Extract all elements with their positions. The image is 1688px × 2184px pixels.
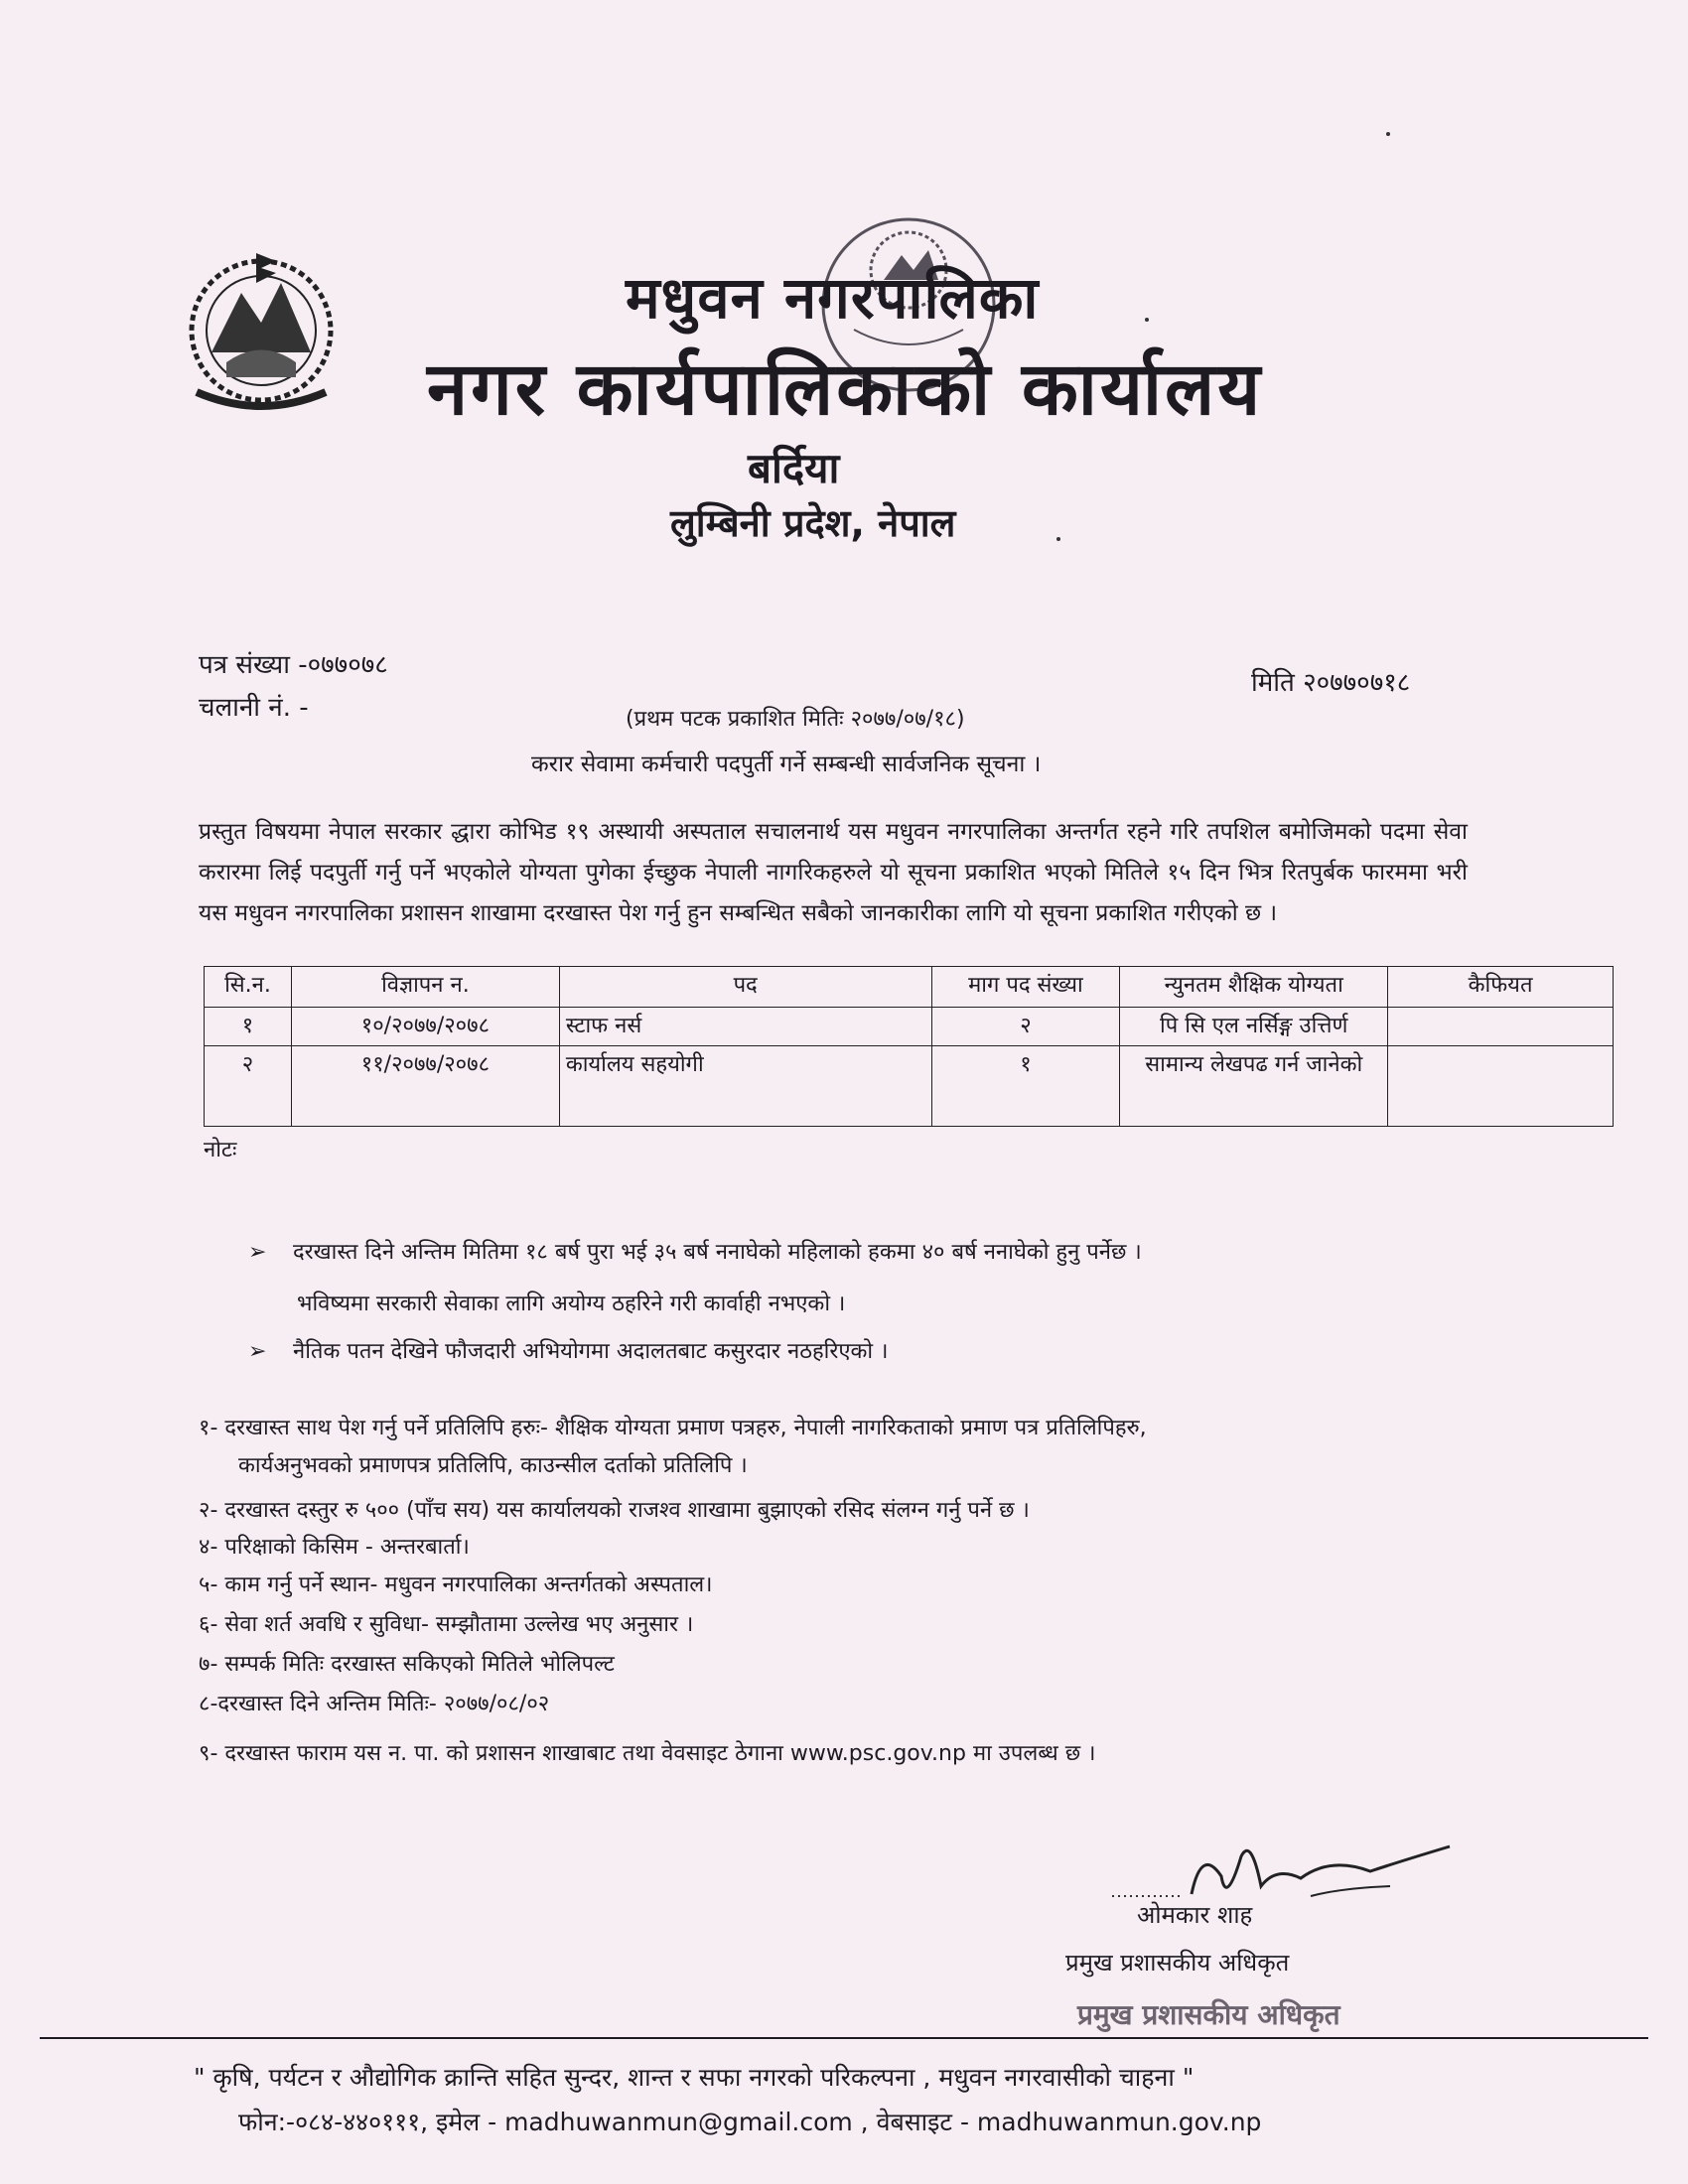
province-country: लुम्बिनी प्रदेश, नेपाल <box>670 501 956 545</box>
condition-1: १- दरखास्त साथ पेश गर्नु पर्ने प्रतिलिपि हरुः- शैक्षिक योग्यता प्रमाण पत्रहरु, नेपाली नागरिकताको प्रमाण पत्र प्रतिलिपिहरु, <box>199 1416 1147 1440</box>
cell-remarks <box>1388 1046 1614 1127</box>
arrow-bullet-icon: ➢ <box>248 1240 267 1265</box>
cell-post: स्टाफ नर्स <box>559 1008 931 1046</box>
cell-remarks <box>1388 1008 1614 1046</box>
eligibility-bullet-2 <box>248 1335 888 1365</box>
first-published-date: (प्रथम पटक प्रकाशित मितिः २०७७/०७/१८) <box>626 707 965 732</box>
nepal-emblem-icon <box>167 243 355 422</box>
bullet-text: दरखास्त दिने अन्तिम मितिमा १८ बर्ष पुरा भई ३५ बर्ष ननाघेको महिलाको हकमा ४० बर्ष ननाघेको हुनु पर्नेछ । <box>293 1240 1142 1265</box>
condition-6: ६- सेवा शर्त अवधि र सुविधा- सम्झौतामा उल्लेख भए अनुसार । <box>199 1612 694 1637</box>
condition-2: २- दरखास्त दस्तुर रु ५०० (पाँच सय) यस कार्यालयको राजश्व शाखामा बुझाएको रसिद संलग्न गर्नु पर्ने छ । <box>199 1498 1030 1523</box>
cell-qualification: सामान्य लेखपढ गर्न जानेको <box>1120 1046 1388 1127</box>
cell-serial: २ <box>205 1046 292 1127</box>
notice-title: करार सेवामा कर्मचारी पदपुर्ती गर्ने सम्बन्धी सार्वजनिक सूचना । <box>531 751 1042 777</box>
col-remarks: कैफियत <box>1388 967 1614 1008</box>
col-serial: सि.न. <box>205 967 292 1008</box>
condition-1-continued: कार्यअनुभवको प्रमाणपत्र प्रतिलिपि, काउन्सील दर्ताको प्रतिलिपि । <box>238 1453 748 1478</box>
vacancy-table <box>204 966 1614 1127</box>
reference-number: पत्र संख्या -०७७०७८ <box>199 650 388 680</box>
condition-7: ७- सम्पर्क मितिः दरखास्त सकिएको मितिले भोलिपल्ट <box>199 1652 615 1677</box>
footer-contact: फोन:-०८४-४४०१११, इमेल - madhuwanmun@gmail.com , वेबसाइट - madhuwanmun.gov.np <box>238 2108 1262 2136</box>
municipality-name: मधुवन नगरपालिका <box>626 264 1040 332</box>
col-advert-no: विज्ञापन न. <box>291 967 559 1008</box>
cell-quantity: १ <box>931 1046 1120 1127</box>
cell-quantity: २ <box>931 1008 1120 1046</box>
col-post: पद <box>559 967 931 1008</box>
office-name: नगर कार्यपालिकाको कार्यालय <box>427 346 1264 432</box>
eligibility-bullet-1 <box>248 1236 1142 1266</box>
table-header-row <box>205 967 1614 1008</box>
condition-8: ८-दरखास्त दिने अन्तिम मितिः- २०७७/०८/०२ <box>199 1692 550 1716</box>
cell-serial: १ <box>205 1008 292 1046</box>
signatory-title: प्रमुख प्रशासकीय अधिकृत <box>1065 1949 1290 1977</box>
cell-post: कार्यालय सहयोगी <box>559 1046 931 1127</box>
condition-5: ५- काम गर्नु पर्ने स्थान- मधुवन नगरपालिका अन्तर्गतको अस्पताल। <box>199 1572 713 1597</box>
note-label: नोटः <box>204 1138 237 1162</box>
col-quantity: माग पद संख्या <box>931 967 1120 1008</box>
footer-slogan: " कृषि, पर्यटन र औद्योगिक क्रान्ति सहित सुन्दर, शान्त र सफा नगरको परिकल्पना , मधुवन नगरवासीको चाहना " <box>194 2063 1195 2092</box>
dispatch-number: चलानी नं. - <box>199 693 309 723</box>
footer-divider <box>40 2037 1648 2039</box>
speck <box>1386 132 1390 136</box>
bullet-text-continued: भविष्यमा सरकारी सेवाका लागि अयोग्य ठहरिने गरी कार्वाही नभएको । <box>297 1292 846 1316</box>
bullet-text: नैतिक पतन देखिने फौजदारी अभियोगमा अदालतबाट कसुरदार नठहरिएको । <box>293 1339 889 1364</box>
cell-qualification: पि सि एल नर्सिङ्ग उत्तिर्ण <box>1120 1008 1388 1046</box>
condition-9: ९- दरखास्त फाराम यस न. पा. को प्रशासन शाखाबाट तथा वेवसाइट ठेगाना www.psc.gov.np मा उपलब्ध छ । <box>199 1741 1096 1766</box>
table-row <box>205 1008 1614 1046</box>
cell-advert-no: ११/२०७७/२०७८ <box>291 1046 559 1127</box>
condition-4: ४- परिक्षाको किसिम - अन्तरबार्ता। <box>199 1535 470 1560</box>
col-qualification: न्युनतम शैक्षिक योग्यता <box>1120 967 1388 1008</box>
letter-date: मिति २०७७०७१८ <box>1251 668 1411 698</box>
arrow-bullet-icon: ➢ <box>248 1339 267 1364</box>
district-name: बर्दिया <box>748 444 840 492</box>
cell-advert-no: १०/२०७७/२०७८ <box>291 1008 559 1046</box>
speck <box>1056 537 1060 541</box>
table-row <box>205 1046 1614 1127</box>
signatory-name: ओमकार शाह <box>1137 1901 1253 1929</box>
designation-stamp: प्रमुख प्रशासकीय अधिकृत <box>1077 1998 1340 2031</box>
speck <box>1145 318 1149 322</box>
body-paragraph: प्रस्तुत विषयमा नेपाल सरकार द्धारा कोभिड १९ अस्थायी अस्पताल सचालनार्थ यस मधुवन नगरपालिका अन्तर्गत रहने गरि तपशिल बमोजिमको पदमा सेवा करारमा लिई पदपुर्ती गर्नु पर्ने भएकोले योग्यता पुगेका ईच्छुक नेपाली नागरिकहरुले यो सूचना प्रकाशित भएको मितिले १५ दिन भित्र रितपुर्बक फारममा भरी यस मधुवन नगरपालिका प्रशासन शाखामा दरखास्त पेश गर्नु हुन सम्बन्धित सबैको जानकारीका लागि यो सूचना प्रकाशित गरीएको छ । <box>199 819 1468 926</box>
